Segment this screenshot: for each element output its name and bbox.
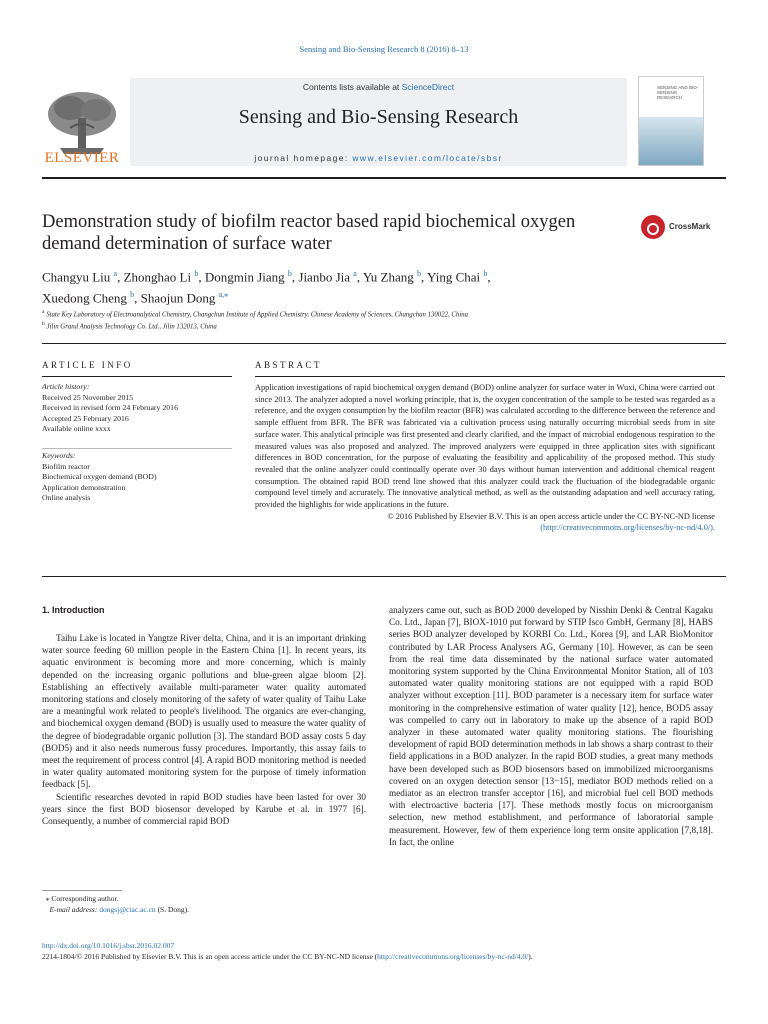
author-affiliation-mark[interactable]: b [483, 269, 488, 278]
footer-license-link[interactable]: http://creativecommons.org/licenses/by-nc-nd/4.0/ [377, 952, 529, 961]
article-history [42, 382, 232, 435]
keyword: Biochemical oxygen demand (BOD) [42, 472, 157, 481]
email-suffix: (S. Dong). [155, 905, 190, 914]
article-info-rule [42, 376, 232, 377]
history-item: Received 25 November 2015 [42, 392, 134, 402]
keywords-rule [42, 448, 232, 449]
author: , Ying Chai [421, 269, 484, 285]
history-label: Article history: [42, 382, 90, 391]
article-info-heading: ARTICLE INFO [42, 360, 133, 370]
section-title-introduction: 1. Introduction [42, 605, 105, 615]
footnote-rule [42, 890, 122, 891]
journal-homepage [130, 153, 627, 163]
author: , Yu Zhang [356, 269, 418, 285]
body-right-column [389, 604, 713, 848]
doi-link[interactable]: http://dx.doi.org/10.1016/j.sbsr.2016.02.007 [42, 941, 175, 950]
license-link[interactable]: (http://creativecommons.org/licenses/by-nc-nd/4.0/). [540, 523, 715, 533]
crossmark-icon [641, 215, 665, 239]
history-item: Accepted 25 February 2016 [42, 413, 129, 423]
abstract-bottom-rule [42, 576, 726, 577]
author-affiliation-mark[interactable]: a [113, 269, 118, 278]
journal-reference[interactable]: Sensing and Bio-Sensing Research 8 (2016) 8–13 [299, 44, 469, 54]
keyword: Biofilm reactor [42, 461, 90, 471]
author: , Jianbo Jia [291, 269, 354, 285]
contents-line [130, 82, 627, 92]
abstract-text: Application investigations of rapid biochemical oxygen demand (BOD) online analyzer for surface water in Wuxi, China were carried out since 2013. The analyzer adopted a novel working principle, that is, the oxygen concentration of the sample to be tested was regarded as a reference, and the oxygen consumption by the biofilm reactor (BFR) was calculated according to the difference between the reference and sample effluent from BFR. The BFR was fabricated via a cultivation process using naturally occurring microbial seeds from in site surface water. This analytical principle was first presented and clearly clarified, and the impact of microbial endogenous respiration to the measured values was also proposed and analyzed. The improved analyzers were equipped in three application sites with significant differences in BOD concentration, for the purpose of evaluating the feasibility and applicability of the proposed method. This study revealed that the online analyzer could continually operate over 30 days without human intervention and additional chemical reagent consumption. The obtained rapid BOD trend line showed that this analyzer could track the fluctuation of the biodegradable organic compound level timely and accurately. The innovative analytical method, as well as the outstanding adaptation and well accuracy rating, provided the highlights for wide applications in the future. [255, 383, 715, 510]
corresponding-label: Corresponding author. [51, 894, 119, 903]
authors-line-1 [42, 265, 722, 286]
contents-prefix: Contents lists available at [302, 82, 402, 92]
header-rule [42, 177, 726, 179]
affiliation-b: $^b$ Jilin Grand Analysis Technology Co. Ltd., Jilin 132013, China [42, 321, 217, 331]
abstract-copyright: © 2016 Published by Elsevier B.V. This is an open access article under the CC BY-NC-ND license [387, 511, 715, 521]
abstract-rule [255, 376, 725, 377]
abstract-heading: ABSTRACT [255, 360, 323, 370]
cover-image [639, 117, 703, 165]
abstract-body [255, 382, 715, 534]
paragraph: Taihu Lake is located in Yangtze River delta, China, and it is an important drinking water source feeding 60 million people in the Eastern China [1]. In recent years, its aquatic environment is becoming more and more concerning, which is mainly depended on the increasing organic pollutions and blue-green algae bloom [2]. Establishing an effectively available multi-parameter water quality automated monitoring stations and closely monitoring of the safety of water quality of Taihu Lake are a meaningful work related to people's livelihood. The organics are ever-changing, and biochemical oxygen demand (BOD) is usually used to measure the water quality of the degree of biodegradable organic pollution [3]. The standard BOD assay costs 5 day (BOD5) and it also needs numerous fussy procedures. Importantly, this assay fails to meet the requirement of process control [4]. A rapid BOD monitoring method is needed in water quality automated monitoring system for the purpose of timely information feedback [5]. [42, 633, 366, 790]
author-separator: , [487, 269, 491, 285]
footnote [42, 893, 382, 915]
homepage-prefix: journal homepage: [254, 153, 353, 163]
keyword: Application demonstration [42, 482, 126, 492]
author-affiliation-mark[interactable]: b [417, 269, 422, 278]
author: Xuedong Cheng [42, 290, 131, 306]
crossmark-label: CrossMark [669, 222, 711, 231]
corresponding-author-note [42, 893, 382, 904]
author: , Zhonghao Li [117, 269, 195, 285]
body-left-column [42, 632, 366, 827]
issn-line: 2214-1804/© 2016 Published by Elsevier B.V. This is an open access article under the CC BY-NC-ND license (http://creativecommons.org/licenses/by-nc-nd/4.0/). [42, 952, 533, 961]
author-affiliation-mark[interactable]: b [287, 269, 292, 278]
keyword: Online analysis [42, 493, 91, 502]
author-affiliation-mark[interactable]: b [194, 269, 199, 278]
history-item: Received in revised form 24 February 2016 [42, 403, 178, 412]
keywords-label: Keywords: [42, 451, 76, 460]
author: Changyu Liu [42, 269, 114, 285]
author-affiliation-mark[interactable]: a,⁎ [218, 290, 229, 300]
elsevier-wordmark: ELSEVIER [44, 150, 120, 166]
paragraph: analyzers came out, such as BOD 2000 developed by Nisshin Denki & Central Kagaku Co. Ltd., Japan [7], BIOX-1010 put forward by STIP Isco GmbH, Germany [8], HABS series BOD analyzer developed by KORBI Co. Ltd., Korea [9], and LAR BioMonitor contributed by LAR Process Analysers AG, Germany [10]. However, as can be seen from the real time data disseminated by the national surface water automated monitoring system supported by the China Environmental Monitor Station, all of 103 automated water quality monitoring stations are not equipped with a rapid BOD analyzer without exception [11]. BOD parameter is a necessary item for surface water monitoring in the comprehensive estimation of water quality [12], hence, BOD5 assay was compelled to carry out in laboratory to make up the absence of a rapid BOD analyzer in these automated water quality monitoring stations. The flourishing development of rapid BOD determination methods in lab shows a sharp contrast to their field applications in a BOD analyzer. In the rapid BOD studies, a great many methods have been developed such as BOD biosensors based on immobilized microorganisms covered on an oxygen detection sensor [13−15], mediator BOD methods relied on a mediator as an electron transfer acceptor [16], and microbial fuel cell BOD methods with electroactive bacteria [17]. These methods mostly focus on microorganism selection, new method establishment, and performance of laboratorial sample measurement. However, few of them experience long term onsite application [7,8,18]. In fact, the online [389, 605, 713, 847]
corresponding-mark: ⁎ [45, 894, 50, 903]
sciencedirect-link[interactable]: ScienceDirect [401, 82, 455, 92]
crossmark-badge[interactable] [641, 213, 721, 243]
author: , Shaojun Dong [134, 290, 219, 306]
author-affiliation-mark[interactable]: a [353, 269, 357, 278]
author-affiliation-mark[interactable]: b [130, 290, 135, 300]
keywords [42, 451, 232, 504]
author-list [42, 265, 722, 308]
journal-title: Sensing and Bio-Sensing Research [238, 106, 519, 128]
author: , Dongmin Jiang [198, 269, 288, 285]
affiliation-rule [42, 343, 726, 344]
email-label: E-mail address: [49, 905, 100, 914]
email-note [42, 904, 382, 915]
authors-line-2 [42, 286, 722, 307]
journal-cover-thumbnail[interactable] [638, 76, 704, 166]
cover-title: SENSING AND BIO-SENSING RESEARCH [657, 85, 699, 100]
email-link[interactable]: dongsj@ciac.ac.cn [99, 905, 156, 914]
homepage-link[interactable]: www.elsevier.com/locate/sbsr [352, 153, 503, 163]
affiliation-a: $^a$ State Key Laboratory of Electroanalytical Chemistry, Changchun Institute of Applied Chemistry, Chinese Academy of Sciences, Changchun 130022, China [42, 309, 469, 319]
paragraph: Scientific researches devoted in rapid BOD studies have been lasted for over 30 years since the first BOD biosensor developed by Karube et al. in 1977 [6]. Consequently, a number of commercial rapid BOD [42, 791, 366, 827]
page-footer [42, 940, 742, 962]
article-title: Demonstration study of biofilm reactor based rapid biochemical oxygen demand determination of surface water [42, 212, 576, 254]
history-item: Available online xxxx [42, 424, 111, 433]
